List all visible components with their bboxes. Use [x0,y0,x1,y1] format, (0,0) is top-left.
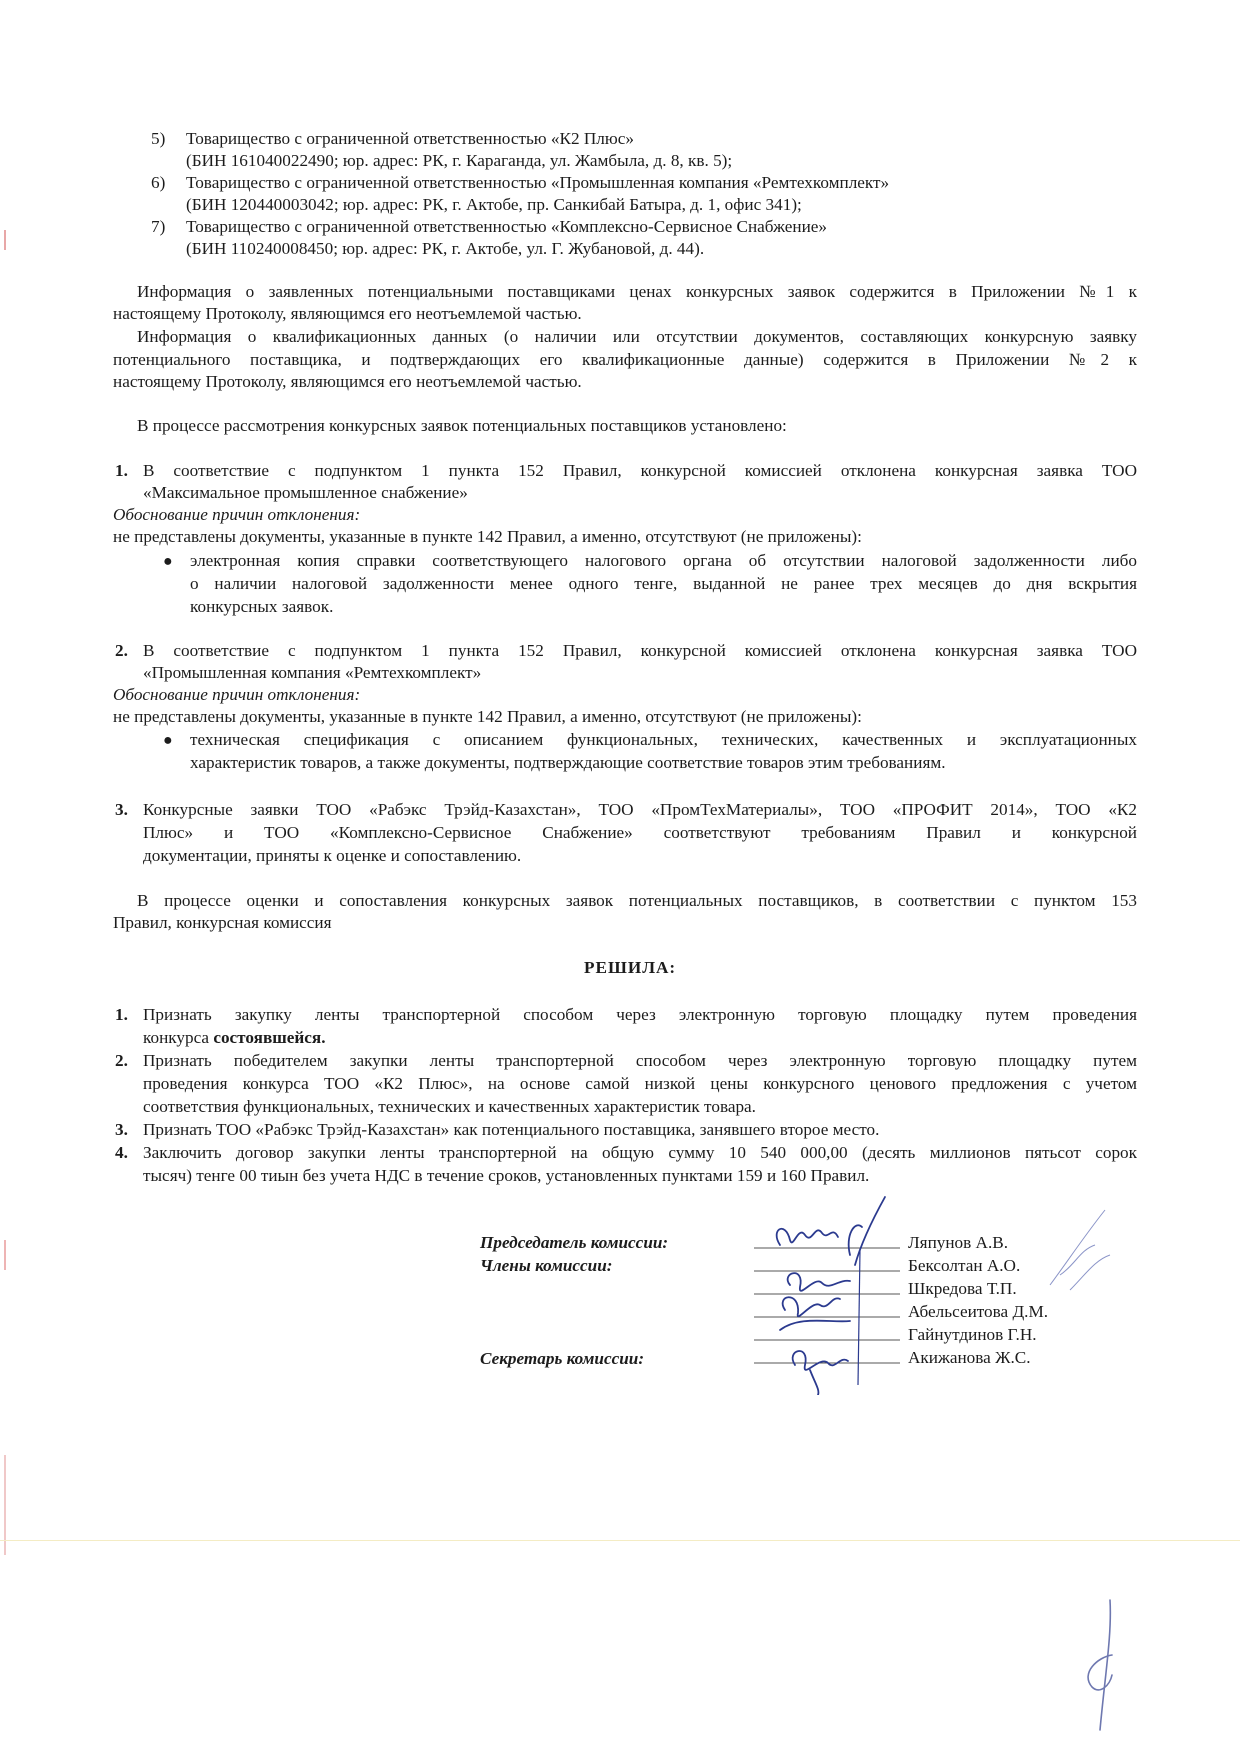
decision-number: 1. [115,1005,128,1024]
missing-document: конкурсных заявок. [190,597,334,616]
rejection-reason: не представлены документы, указанные в пункте 142 Правил, а именно, отсутствуют (не приложены): [113,527,862,546]
decision-number: 4. [115,1143,128,1162]
missing-document: о наличии налоговой задолженности менее одного тенге, выданной не ранее трех месяцев до дня вскрытия [190,574,1137,593]
decision-result: состоявшейся. [213,1028,326,1047]
chairman-label: Председатель комиссии: [480,1233,669,1252]
finding-text: Плюс» и ТОО «Комплексно-Сервисное Снабжение» соответствуют требованиям Правил и конкурсной [143,823,1137,842]
member-name: Акижанова Ж.С. [908,1348,1031,1367]
list-number: 5) [151,129,166,148]
scan-bottom-line [0,1540,1240,1541]
company-details: (БИН 161040022490; юр. адрес: РК, г. Караганда, ул. Жамбыла, д. 8, кв. 5); [186,151,733,170]
member-name: Абельсеитова Д.М. [908,1302,1049,1321]
info-paragraph-1-line: настоящему Протоколу, являющимся его неотъемлемой частью. [113,304,582,323]
rejection-reason: не представлены документы, указанные в пункте 142 Правил, а именно, отсутствуют (не приложены): [113,707,862,726]
company-name: Товарищество с ограниченной ответственностью «К2 Плюс» [186,129,634,148]
finding-number: 3. [115,800,128,819]
finding-text: Конкурсные заявки ТОО «Рабэкс Трэйд-Казахстан», ТОО «ПромТехМатериалы», ТОО «ПРОФИТ 2014», ТОО «К2 [143,800,1137,819]
company-name: Товарищество с ограниченной ответственностью «Комплексно-Сервисное Снабжение» [186,217,828,236]
decision-text: тысяч) тенге 00 тиын без учета НДС в течение сроков, установленных пунктами 159 и 160 Правил. [143,1166,870,1185]
scan-margin-mark [4,230,6,250]
info-paragraph-2-line: Информация о квалификационных данных (о наличии или отсутствии документов, составляющих конкурсную заявку [137,327,1137,346]
decision-number: 3. [115,1120,128,1139]
finding-text: «Промышленная компания «Ремтехкомплект» [143,663,482,682]
member-name: Шкредова Т.П. [908,1279,1017,1298]
decision-text-part: конкурса [143,1028,214,1047]
faint-signature [1040,1205,1120,1305]
list-number: 7) [151,217,166,236]
evaluation-text: В процессе оценки и сопоставления конкурсных заявок потенциальных поставщиков, в соответствии с пунктом 153 [137,891,1137,910]
rejection-reason-label: Обоснование причин отклонения: [113,685,361,704]
finding-number: 2. [115,641,128,660]
finding-text: В соответствие с подпунктом 1 пункта 152 Правил, конкурсной комиссией отклонена конкурсная заявка ТОО [143,461,1137,480]
decision-text: Признать ТОО «Рабэкс Трэйд-Казахстан» как потенциального поставщика, занявшего второе место. [143,1120,880,1139]
decision-text [143,1027,326,1049]
members-label: Члены комиссии: [480,1256,613,1275]
scan-margin-mark [4,1240,6,1270]
info-paragraph-2-line: настоящему Протоколу, являющимся его неотъемлемой частью. [113,372,582,391]
member-name: Бексолтан А.О. [908,1256,1021,1275]
member-name: Ляпунов А.В. [908,1233,1009,1252]
list-number: 6) [151,173,166,192]
bullet-icon: ● [163,732,173,749]
finding-text: В соответствие с подпунктом 1 пункта 152 Правил, конкурсной комиссией отклонена конкурсная заявка ТОО [143,641,1137,660]
page-number-mark [1060,1595,1140,1735]
decision-text: Признать закупку ленты транспортерной способом через электронную торговую площадку путем проведения [143,1005,1137,1024]
company-details: (БИН 110240008450; юр. адрес: РК, г. Актобе, ул. Г. Жубановой, д. 44). [186,239,705,258]
finding-text: «Максимальное промышленное снабжение» [143,483,468,502]
finding-text: документации, приняты к оценке и сопоставлению. [143,846,522,865]
secretary-label: Секретарь комиссии: [480,1349,645,1368]
missing-document: техническая спецификация с описанием функциональных, технических, качественных и эксплуатационных [190,730,1137,749]
finding-number: 1. [115,461,128,480]
rejection-reason-label: Обоснование причин отклонения: [113,505,361,524]
decision-text: Признать победителем закупки ленты транспортерной способом через электронную торговую площадку путем [143,1051,1137,1070]
findings-intro: В процессе рассмотрения конкурсных заявок потенциальных поставщиков установлено: [137,416,787,435]
info-paragraph-1-line: Информация о заявленных потенциальными поставщиками ценах конкурсных заявок содержится в Приложении №1 к [137,282,1137,301]
decision-number: 2. [115,1051,128,1070]
decision-text: соответствия функциональных, технических и качественных характеристик товара. [143,1097,756,1116]
bullet-icon: ● [163,553,173,570]
decision-heading: РЕШИЛА: [584,958,677,977]
company-details: (БИН 120440003042; юр. адрес: РК, г. Актобе, пр. Санкибай Батыра, д. 1, офис 341); [186,195,802,214]
decision-text: проведения конкурса ТОО «К2 Плюс», на основе самой низкой цены конкурсного ценового предложения с учетом [143,1074,1137,1093]
evaluation-text: Правил, конкурсная комиссия [113,913,332,932]
missing-document: характеристик товаров, а также документы, подтверждающие соответствие товаров этим требованиям. [190,753,946,772]
member-name: Гайнутдинов Г.Н. [908,1325,1037,1344]
handwritten-signatures [760,1195,940,1395]
decision-text: Заключить договор закупки ленты транспортерной на общую сумму 10 540 000,00 (десять миллионов пятьсот сорок [143,1143,1137,1162]
info-paragraph-2-line: потенциального поставщика, и подтверждающих его квалификационные данные) содержится в Приложении №2 к [113,350,1137,369]
missing-document: электронная копия справки соответствующего налогового органа об отсутствии налоговой задолженности либо [190,551,1137,570]
company-name: Товарищество с ограниченной ответственностью «Промышленная компания «Ремтехкомплект» [186,173,890,192]
